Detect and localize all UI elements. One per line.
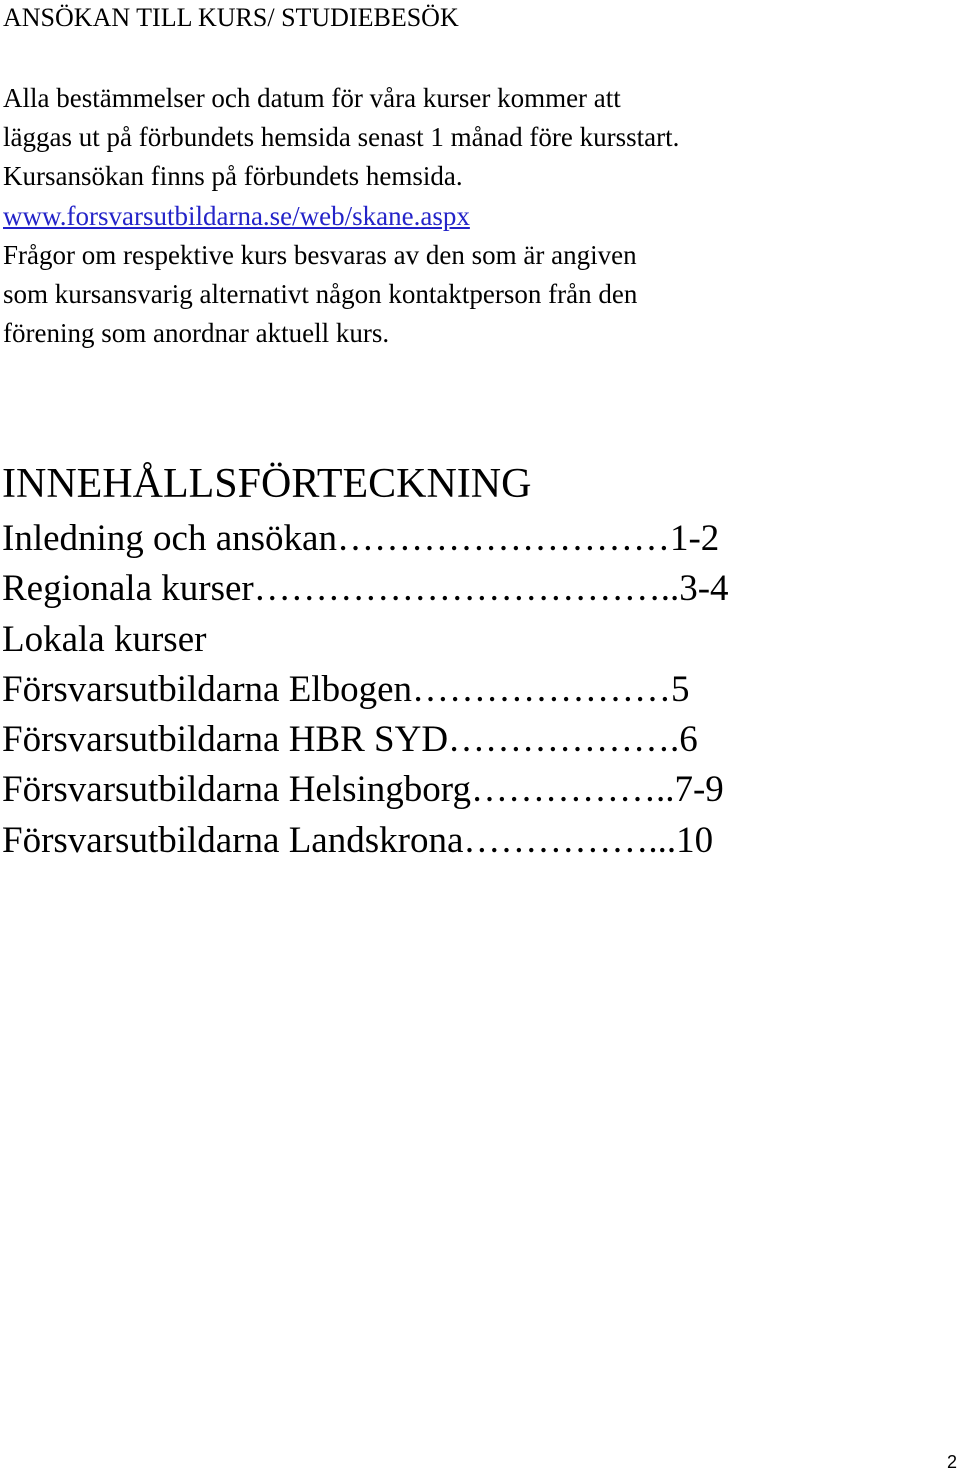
toc-leader: …………….. [470,769,675,811]
toc-heading: INNEHÅLLSFÖRTECKNING [2,461,532,507]
intro-line: Kursansökan finns på förbundets hemsida. [3,161,463,192]
toc-leader: ……………………… [336,518,670,559]
table-of-contents [2,514,729,866]
toc-leader: ………………. [448,719,680,761]
toc-entry[interactable] [2,665,729,715]
toc-page: 3-4 [679,568,729,610]
intro-line: Frågor om respektive kurs besvaras av den som är angiven [3,239,637,270]
toc-entry[interactable] [2,765,729,815]
toc-page: 5 [671,668,690,710]
toc-page: 1-2 [669,518,720,559]
document-heading: ANSÖKAN TILL KURS/ STUDIEBESÖK [3,3,459,32]
toc-leader: ………………… [412,668,671,710]
intro-line: läggas ut på förbundets hemsida senast 1 månad före kursstart. [3,122,680,153]
toc-title: Regionala kurser [2,568,254,610]
toc-leader: ……………... [463,819,677,861]
toc-page: 6 [679,719,698,761]
toc-title: Försvarsutbildarna Helsingborg [2,769,471,811]
intro-line: som kursansvarig alternativt någon kontaktperson från den [3,279,638,310]
toc-title: Försvarsutbildarna HBR SYD [2,719,449,761]
toc-title: Lokala kurser [2,618,207,660]
website-link[interactable]: www.forsvarsutbildarna.se/web/skane.aspx [3,200,470,231]
toc-entry[interactable] [2,615,729,665]
intro-paragraph [3,79,679,353]
toc-entry[interactable] [2,715,729,765]
toc-entry[interactable] [2,564,729,614]
intro-line: Alla bestämmelser och datum för våra kurser kommer att [3,83,621,113]
toc-title: Försvarsutbildarna Elbogen [2,668,412,710]
toc-page: 10 [676,819,714,861]
toc-title: Försvarsutbildarna Landskrona [2,819,464,861]
toc-entry[interactable] [2,816,729,866]
toc-leader: …………………………….. [253,568,680,610]
toc-title: Inledning och ansökan [2,518,337,559]
toc-page: 7-9 [674,769,724,811]
page-number: 2 [946,1452,957,1472]
toc-entry[interactable] [2,514,729,564]
intro-line: förening som anordnar aktuell kurs. [3,318,390,349]
